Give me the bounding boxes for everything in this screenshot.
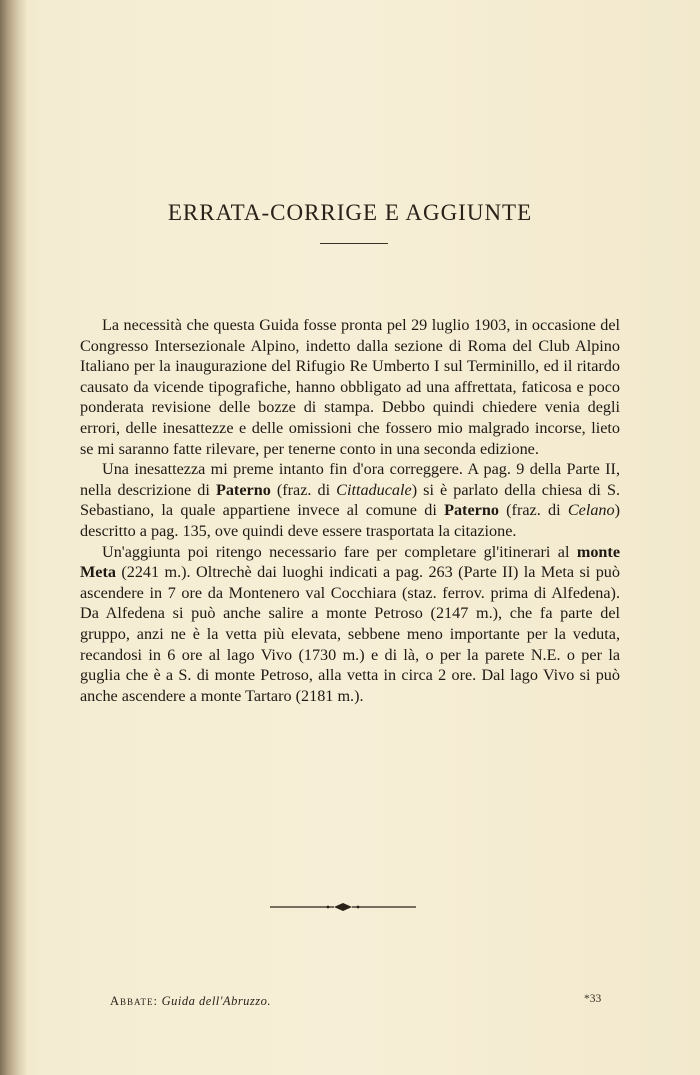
paragraph-3-text: (2241 m.). Oltrechè dai luoghi indicati a pag. 263 (Parte II) la Meta si può ascendere in 7 ore da Montenero val Cocchiara (staz. ferrov. prima di Alfedena). Da Alfedena si può anche salire a monte Petroso (2147 m.), che fa parte del gruppo, anzi ne è la vetta più elevata, sebbene meno importante per la veduta, recandosi in 6 ore al lago Vivo (1730 m.) e di là, o per la parete N.E. o per la guglia che è a S. di monte Petroso, alla vetta in circa 2 ore. Dal lago Vivo si può anche ascendere a monte Tartaro (2181 m.). <box>80 563 620 705</box>
guide-title: Guida dell'Abruzzo. <box>161 994 272 1008</box>
author-name: Abbate: <box>110 994 159 1008</box>
paragraph-2-text: ) si è parlato della chiesa di S. Sebastiano, la quale appartiene invece al comune di <box>80 480 620 520</box>
place-name-cittaducale: Cittaducale <box>336 480 412 499</box>
paragraph-2 <box>80 459 620 541</box>
place-name-paterno: Paterno <box>444 501 499 520</box>
page-title: ERRATA-CORRIGE E AGGIUNTE <box>167 200 533 225</box>
paragraph-3 <box>80 542 620 707</box>
running-footer <box>110 994 271 1009</box>
place-name-celano: Celano <box>567 501 615 520</box>
title-divider <box>320 243 388 244</box>
paragraph-1: La necessità che questa Guida fosse pronta pel 29 luglio 1903, in occasione del Congresso Intersezionale Alpino, indetto dalla sezione di Roma del Club Alpino Italiano per la inaugurazione del Rifugio Re Umberto I sul Terminillo, ed il ritardo causato da vicende tipografiche, hanno obbligato ad una affrettata, faticosa e poco ponderata revisione delle bozze di stampa. Debbo quindi chiedere venia degli errori, delle inesattezze e delle omissioni che fossero mio malgrado incorse, lieto se mi saranno fatte rilevare, per tenerne conto in una seconda edizione. <box>80 316 620 458</box>
signature-mark: *33 <box>584 993 602 1005</box>
paragraph-3-text: Un'aggiunta poi ritengo necessario fare per completare gl'itinerari al <box>102 542 577 561</box>
paragraph-2-text: ) descritto a pag. 135, ove quindi deve essere trasportata la citazione. <box>80 501 621 540</box>
page-binding-shadow <box>0 0 26 1075</box>
place-name-paterno: Paterno <box>215 480 271 499</box>
errata-body <box>80 315 620 706</box>
paragraph-2-text: (fraz. di <box>498 501 568 520</box>
paragraph-2-text: Una inesattezza mi preme intanto fin d'ora correggere. A pag. 9 della Parte II, nella descrizione di <box>80 460 620 499</box>
place-name-monte-meta: monte Meta <box>80 542 620 582</box>
end-ornament <box>268 897 418 917</box>
paragraph-2-text: (fraz. di <box>270 480 337 499</box>
